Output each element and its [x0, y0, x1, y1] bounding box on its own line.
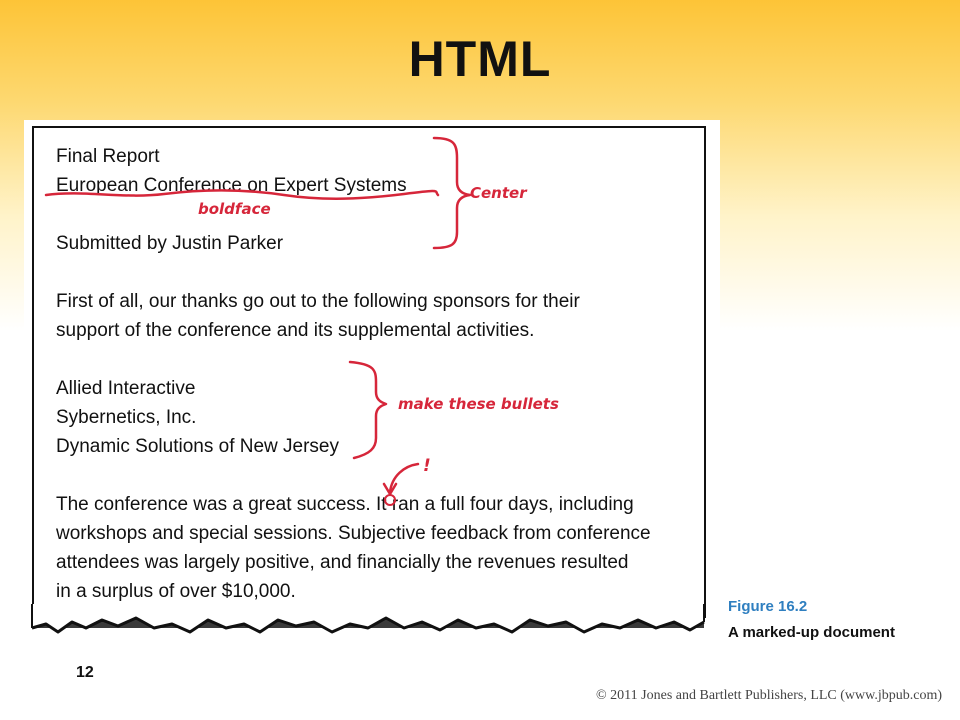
figure-caption: A marked-up document: [728, 624, 895, 641]
doc-line-paragraph-2a: The conference was a great success. It ran a full four days, including: [56, 494, 634, 515]
boldface-underline: [46, 190, 438, 198]
boldface-note: boldface: [198, 200, 271, 218]
doc-line-conference-name: European Conference on Expert Systems: [56, 175, 407, 196]
center-brace: [434, 138, 470, 248]
figure-number: Figure 16.2: [728, 598, 808, 615]
slide-title: HTML: [408, 31, 552, 87]
bullets-brace: [350, 362, 386, 458]
center-note: Center: [470, 184, 527, 202]
doc-line-sponsor-1: Allied Interactive: [56, 378, 196, 399]
doc-line-sponsor-3: Dynamic Solutions of New Jersey: [56, 436, 339, 457]
bullets-note: make these bullets: [398, 395, 559, 413]
markup-overlay: [24, 120, 720, 642]
copyright-notice: © 2011 Jones and Bartlett Publishers, LLC (www.jbpub.com): [596, 688, 942, 703]
page-number: 12: [76, 664, 94, 681]
period-circle: [385, 495, 395, 505]
doc-line-paragraph-1b: support of the conference and its supplemental activities.: [56, 320, 535, 341]
doc-line-paragraph-2c: attendees was largely positive, and financially the revenues resulted: [56, 552, 629, 573]
doc-line-final-report: Final Report: [56, 146, 160, 167]
doc-line-submitted-by: Submitted by Justin Parker: [56, 233, 284, 254]
doc-line-paragraph-2b: workshops and special sessions. Subjective feedback from conference: [56, 523, 651, 544]
doc-line-paragraph-1a: First of all, our thanks go out to the following sponsors for their: [56, 291, 580, 312]
exclamation-note: !: [423, 456, 431, 476]
figure-marked-up-document: [24, 120, 720, 642]
doc-line-sponsor-2: Sybernetics, Inc.: [56, 407, 197, 428]
doc-line-paragraph-2d: in a surplus of over $10,000.: [56, 581, 296, 602]
